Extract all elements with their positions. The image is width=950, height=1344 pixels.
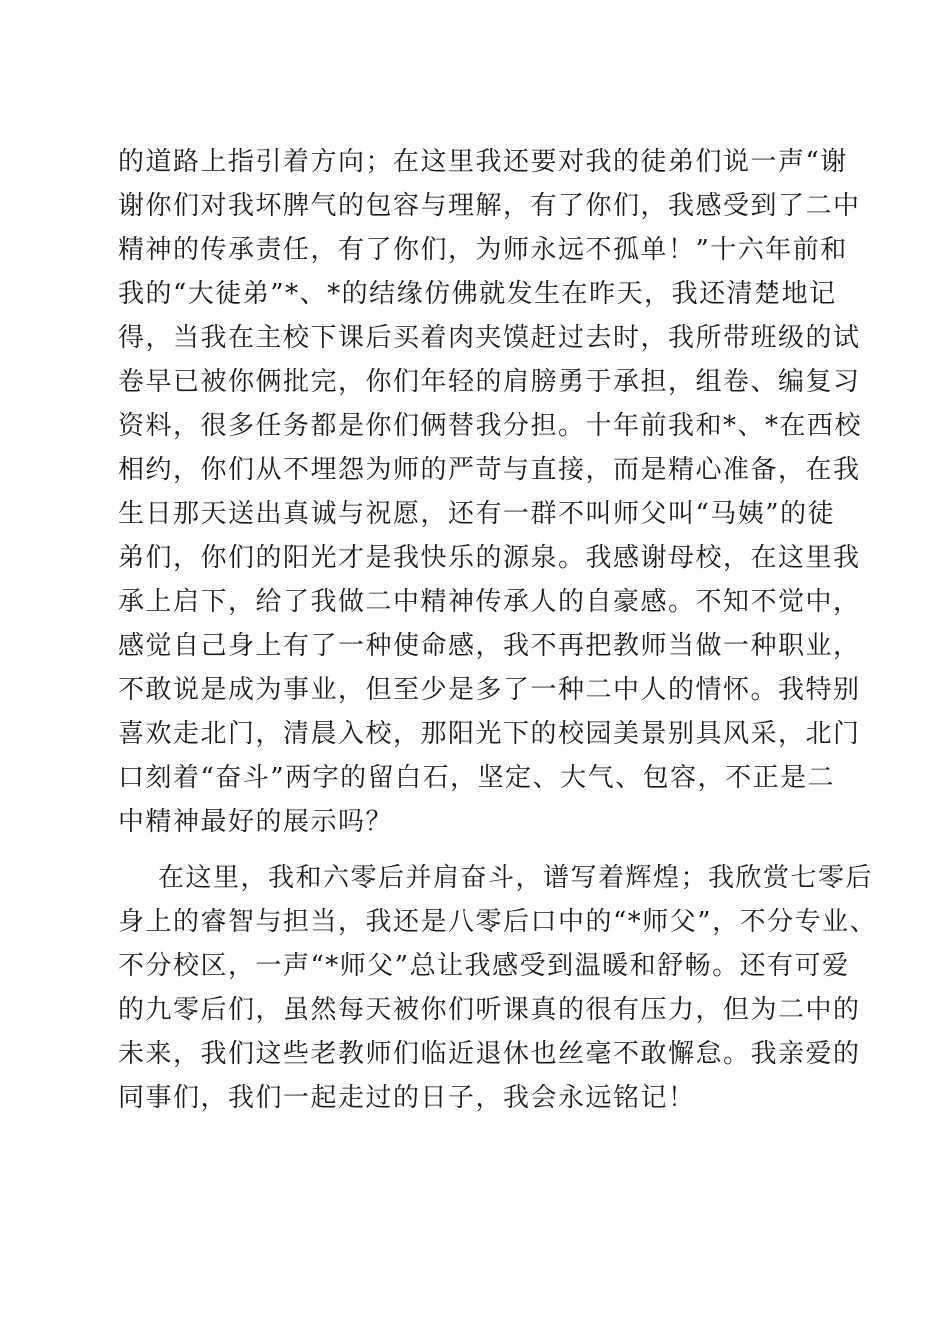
text-line: 谢你们对我坏脾气的包容与理解，有了你们，我感受到了二中 <box>118 191 861 221</box>
text-line: 承上启下，给了我做二中精神传承人的自豪感。不知不觉中， <box>118 587 861 617</box>
text-line: 喜欢走北门，清晨入校，那阳光下的校园美景别具风采，北门 <box>118 719 861 749</box>
text-line: 口刻着“奋斗”两字的留白石，坚定、大气、包容，不正是二 <box>118 763 836 793</box>
text-line: 不分校区，一声“*师父”总让我感受到温暖和舒畅。还有可爱 <box>118 951 850 981</box>
text-line: 中精神最好的展示吗？ <box>118 807 394 837</box>
text-line: 我的“大徒弟”*、*的结缘仿佛就发生在昨天，我还清楚地记 <box>118 279 837 309</box>
text-line: 未来，我们这些老教师们临近退休也丝毫不敢懈怠。我亲爱的 <box>118 1039 861 1069</box>
text-line: 生日那天送出真诚与祝愿，还有一群不叫师父叫“马姨”的徒 <box>118 499 836 529</box>
text-line: 在这里，我和六零后并肩奋斗，谱写着辉煌；我欣赏七零后 <box>158 863 874 893</box>
text-line: 资料，很多任务都是你们俩替我分担。十年前我和*、*在西校 <box>118 411 863 441</box>
text-line: 感觉自己身上有了一种使命感，我不再把教师当做一种职业， <box>118 631 861 661</box>
text-line: 卷早已被你俩批完，你们年轻的肩膀勇于承担，组卷、编复习 <box>118 367 861 397</box>
text-line: 同事们，我们一起走过的日子，我会永远铭记！ <box>118 1083 696 1113</box>
text-line: 不敢说是成为事业，但至少是多了一种二中人的情怀。我特别 <box>118 675 861 705</box>
text-line: 精神的传承责任，有了你们，为师永远不孤单！”十六年前和 <box>118 235 848 265</box>
text-line: 的九零后们，虽然每天被你们听课真的很有压力，但为二中的 <box>118 995 861 1025</box>
text-line: 相约，你们从不埋怨为师的严苛与直接，而是精心准备，在我 <box>118 455 861 485</box>
text-line: 得，当我在主校下课后买着肉夹馍赶过去时，我所带班级的试 <box>118 323 861 353</box>
text-line: 的道路上指引着方向；在这里我还要对我的徒弟们说一声“谢 <box>118 147 848 177</box>
text-line: 弟们，你们的阳光才是我快乐的源泉。我感谢母校，在这里我 <box>118 543 861 573</box>
text-line: 身上的睿智与担当，我还是八零后口中的“*师父”，不分专业、 <box>118 907 878 937</box>
